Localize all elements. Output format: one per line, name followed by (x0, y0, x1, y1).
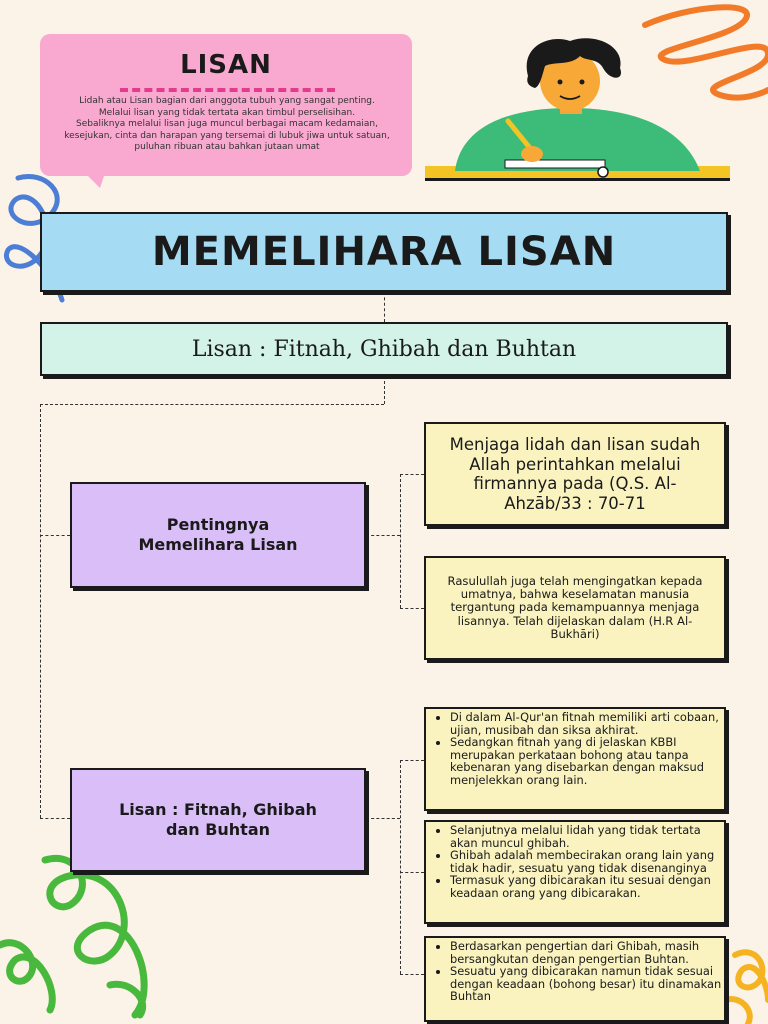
green-squiggle (0, 858, 144, 1015)
desk-shadow (425, 178, 730, 181)
connector-subtitle-down (384, 376, 385, 404)
connector-node1-out (366, 535, 400, 536)
paper-sheet (505, 160, 605, 168)
bubble-title: LISAN (180, 50, 272, 80)
fitnah-item: • Di dalam Al-Qur'an fitnah memiliki arti cobaan, ujian, musibah dan siksa akhirat. (450, 711, 724, 736)
bubble-text (62, 96, 392, 154)
fitnah-item: • Sedangkan fitnah yang di jelaskan KBBI merupakan perkataan bohong atau tanpa kebenaran yang disebarkan dengan maksud menjelekkan orang lain. (450, 736, 724, 786)
note-quran-text: Menjaga lidah dan lisan sudah Allah perintahkan melalui firmannya pada (Q.S. Al-Ahzāb/33 : 70-71 (449, 435, 701, 513)
speech-bubble-tail (82, 170, 106, 188)
note-hadith (424, 556, 726, 660)
ghibah-item: • Termasuk yang dibicarakan itu sesuai dengan keadaan orang yang dibicarakan. (450, 874, 724, 899)
connector-fitnah (400, 760, 424, 761)
connector-trunk (40, 404, 41, 818)
student-eye-right (580, 80, 585, 85)
pencil-eraser (598, 167, 608, 177)
buhtan-item: • Berdasarkan pengertian dari Ghibah, masih bersangkutan dengan pengertian Buhtan. (450, 940, 724, 965)
node-fitnah-ghibah-buhtan (70, 768, 366, 872)
note-fitnah (424, 707, 726, 811)
connector-buhtan (400, 974, 424, 975)
ghibah-list (426, 824, 724, 900)
student-writing-illustration (420, 36, 760, 186)
connector-title-subtitle (384, 292, 385, 322)
main-title: MEMELIHARA LISAN (40, 212, 728, 292)
connector-note1 (400, 474, 424, 475)
connector-node2-branch (400, 760, 401, 974)
connector-to-node2 (40, 818, 70, 819)
note-buhtan (424, 936, 726, 1022)
connector-note2 (400, 608, 424, 609)
node-pentingnya (70, 482, 366, 588)
subtitle: Lisan : Fitnah, Ghibah dan Buhtan (40, 322, 728, 376)
bubble-divider (120, 88, 335, 92)
node-fitnah-ghibah-buhtan-label: Lisan : Fitnah, Ghibah dan Buhtan (119, 800, 317, 839)
connector-node2-out (366, 818, 400, 819)
student-eye-left (558, 80, 563, 85)
connector-ghibah (400, 872, 424, 873)
fitnah-list (426, 711, 724, 787)
connector-horizontal (40, 404, 384, 405)
buhtan-item: • Sesuatu yang dibicarakan namun tidak sesuai dengan keadaan (bohong besar) itu dinamakan Buhtan (450, 965, 724, 1003)
note-ghibah (424, 820, 726, 924)
ghibah-item: • Ghibah adalah membecirakan orang lain yang tidak hadir, sesuatu yang tidak disenanginya (450, 849, 724, 874)
connector-to-node1 (40, 535, 70, 536)
bubble-paragraph-2: Sebaliknya melalui lisan juga muncul berbagai macam kedamaian, kesejukan, cinta dan harapan yang tersemai di lubuk jiwa untuk satuan, puluhan ribuan atau bahkan jutaan umat (64, 119, 390, 152)
node-pentingnya-label: Pentingnya Memelihara Lisan (138, 515, 298, 554)
ghibah-item: • Selanjutnya melalui lidah yang tidak tertata akan muncul ghibah. (450, 824, 724, 849)
orange-corner-squiggle (725, 952, 768, 1024)
connector-node1-branch (400, 474, 401, 608)
note-quran (424, 422, 726, 526)
bubble-paragraph-1: Lidah atau Lisan bagian dari anggota tubuh yang sangat penting. Melalui lisan yang tidak tertata akan timbul perselisihan. (79, 96, 375, 118)
student-hand (521, 146, 543, 162)
buhtan-list (426, 940, 724, 1003)
note-hadith-text: Rasulullah juga telah mengingatkan kepada umatnya, bahwa keselamatan manusia tergantung pada kemampuannya menjaga lisannya. Telah dijelaskan dalam (H.R Al-Bukhāri) (447, 573, 703, 641)
